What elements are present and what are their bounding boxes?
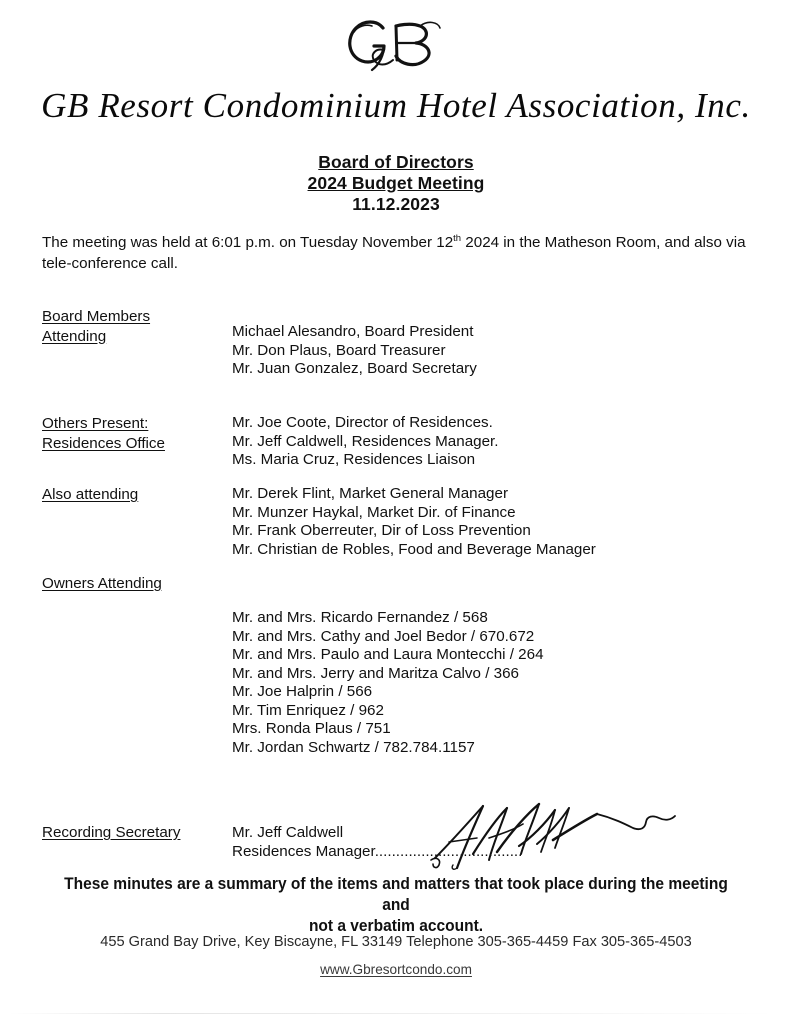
section-label: Board Members Attending	[42, 308, 151, 345]
section-label: Also attending	[42, 486, 139, 503]
footer-address: 455 Grand Bay Drive, Key Biscayne, FL 33149 Telephone 305-365-4459 Fax 305-365-4503	[100, 934, 692, 950]
list-item: Mr. and Mrs. Cathy and Joel Bedor / 670.672	[232, 627, 535, 645]
list-item: Mr. Christian de Robles, Food and Beverage Manager	[232, 540, 596, 558]
section-label: Others Present: Residences Office	[42, 415, 165, 452]
ordinal-suffix: th	[453, 232, 462, 244]
list-item: Mr. and Mrs. Ricardo Fernandez / 568	[232, 609, 488, 626]
list-item: Ms. Maria Cruz, Residences Liaison	[232, 451, 476, 468]
list-item: Mr. and Mrs. Jerry and Maritza Calvo / 366	[232, 664, 519, 682]
signatory-role: Residences Manager...................................	[232, 843, 523, 860]
section-items	[232, 485, 772, 559]
section-items	[232, 414, 772, 470]
section-label: Owners Attending	[42, 575, 162, 592]
list-item: Mr. Jordan Schwartz / 782.784.1157	[232, 738, 475, 756]
list-item: Mr. and Mrs. Paulo and Laura Montecchi / 264	[232, 646, 544, 663]
signatory-name: Mr. Jeff Caldwell	[232, 824, 344, 841]
footer-website-link[interactable]: www.Gbresortcondo.com	[320, 962, 472, 977]
organization-name: GB Resort Condominium Hotel Association, Inc.	[41, 86, 751, 125]
list-item: Mr. Juan Gonzalez, Board Secretary	[232, 360, 477, 377]
list-item: Mr. Joe Coote, Director of Residences.	[232, 414, 493, 431]
signature-dotted-line: ...................................	[374, 843, 523, 860]
list-item: Mrs. Ronda Plaus / 751	[232, 720, 391, 737]
list-item: Mr. Tim Enriquez / 962	[232, 701, 384, 719]
list-item: Mr. Jeff Caldwell, Residences Manager.	[232, 432, 499, 450]
title-line-1: Board of Directors	[318, 152, 474, 172]
list-item: Mr. Munzer Haykal, Market Dir. of Finance	[232, 503, 516, 521]
section-items	[232, 323, 772, 379]
list-item: Michael Alesandro, Board President	[232, 323, 474, 340]
disclaimer-line-1: These minutes are a summary of the items and matters that took place during the meeting and	[64, 875, 728, 914]
page-footer	[0, 932, 792, 979]
meeting-intro-paragraph	[42, 232, 748, 274]
handwritten-signature	[427, 798, 677, 878]
minutes-disclaimer	[58, 874, 735, 937]
section-items	[232, 609, 772, 757]
disclaimer-line-2: not a verbatim account.	[308, 917, 484, 935]
list-item: Mr. Derek Flint, Market General Manager	[232, 485, 508, 502]
intro-text-part-1: The meeting was held at 6:01 p.m. on Tuesday November 12	[42, 234, 454, 251]
title-line-2: 2024 Budget Meeting	[307, 173, 485, 193]
intro-text-part-2: 2024 in the Matheson Room, and also via tele-conference call.	[42, 234, 746, 272]
scan-edge-artifact	[8, 1013, 778, 1014]
list-item: Mr. Joe Halprin / 566	[232, 683, 373, 700]
gb-monogram-icon	[0, 14, 792, 78]
meeting-date: 11.12.2023	[352, 194, 440, 214]
title-block	[0, 152, 792, 215]
list-item: Mr. Frank Oberreuter, Dir of Loss Prevention	[232, 522, 531, 539]
recording-secretary-label: Recording Secretary	[42, 824, 181, 841]
list-item: Mr. Don Plaus, Board Treasurer	[232, 341, 446, 359]
